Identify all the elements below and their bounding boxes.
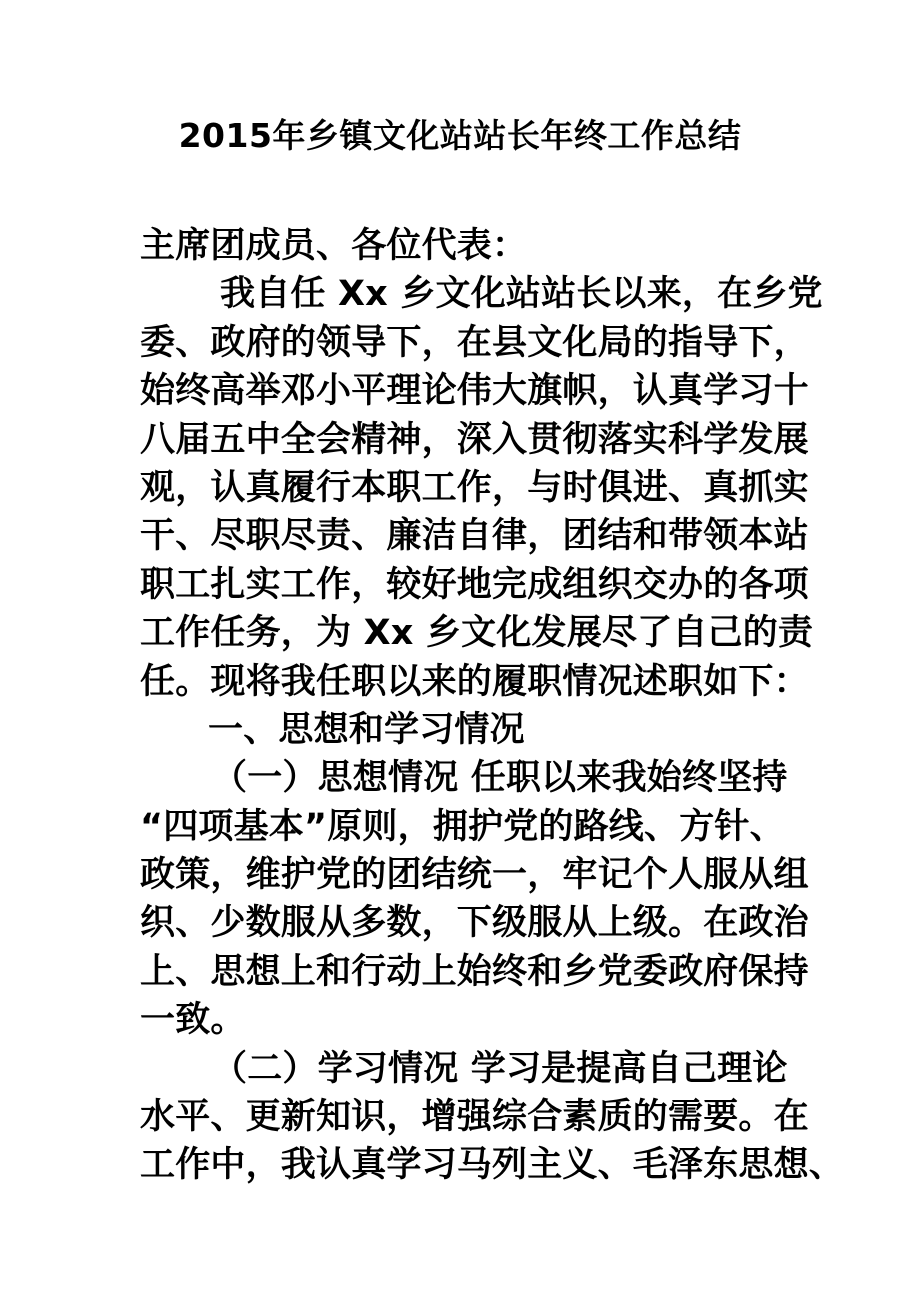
document-body xyxy=(140,222,845,1190)
paragraph-line: 织、少数服从多数，下级服从上级。在政治 xyxy=(140,903,809,944)
document-title: 2015年乡镇文化站站长年终工作总结 xyxy=(178,116,742,155)
paragraph-line: 水平、更新知识，增强综合素质的需要。在 xyxy=(140,1097,809,1138)
paragraph-line: 工作任务，为 Xx 乡文化发展尽了自己的责 xyxy=(140,613,814,654)
paragraph-line: 政策，维护党的团结统一，牢记个人服从组 xyxy=(140,855,809,896)
paragraph-line: 职工扎实工作，较好地完成组织交办的各项 xyxy=(140,564,809,605)
paragraph-line: 上、思想上和行动上始终和乡党委政府保持 xyxy=(140,951,809,992)
paragraph-line: 干、尽职尽责、廉洁自律，团结和带领本站 xyxy=(140,516,809,557)
paragraph-line: 我自任 Xx 乡文化站站长以来，在乡党 xyxy=(220,274,823,315)
paragraph-line: 始终高举邓小平理论伟大旗帜，认真学习十 xyxy=(140,371,809,412)
salutation-line: 主席团成员、各位代表： xyxy=(140,226,528,266)
paragraph-line: 工作中，我认真学习马列主义、毛泽东思想、 xyxy=(140,1145,845,1186)
paragraph-line: 一致。 xyxy=(140,1000,246,1041)
paragraph-line: 观，认真履行本职工作，与时俱进、真抓实 xyxy=(140,467,809,508)
paragraph-line: （二）学习情况 学习是提高自己理论 xyxy=(212,1048,788,1089)
paragraph-line: 任。现将我任职以来的履职情况述职如下： xyxy=(140,661,809,702)
paragraph-line: 委、政府的领导下，在县文化局的指导下， xyxy=(140,322,809,363)
paragraph-line: （一）思想情况 任职以来我始终坚持 xyxy=(212,758,788,799)
paragraph-line: “四项基本”原则，拥护党的路线、方针、 xyxy=(140,806,785,847)
paragraph-line: 八届五中全会精神，深入贯彻落实科学发展 xyxy=(140,419,809,460)
section-heading: 一、思想和学习情况 xyxy=(208,709,525,750)
